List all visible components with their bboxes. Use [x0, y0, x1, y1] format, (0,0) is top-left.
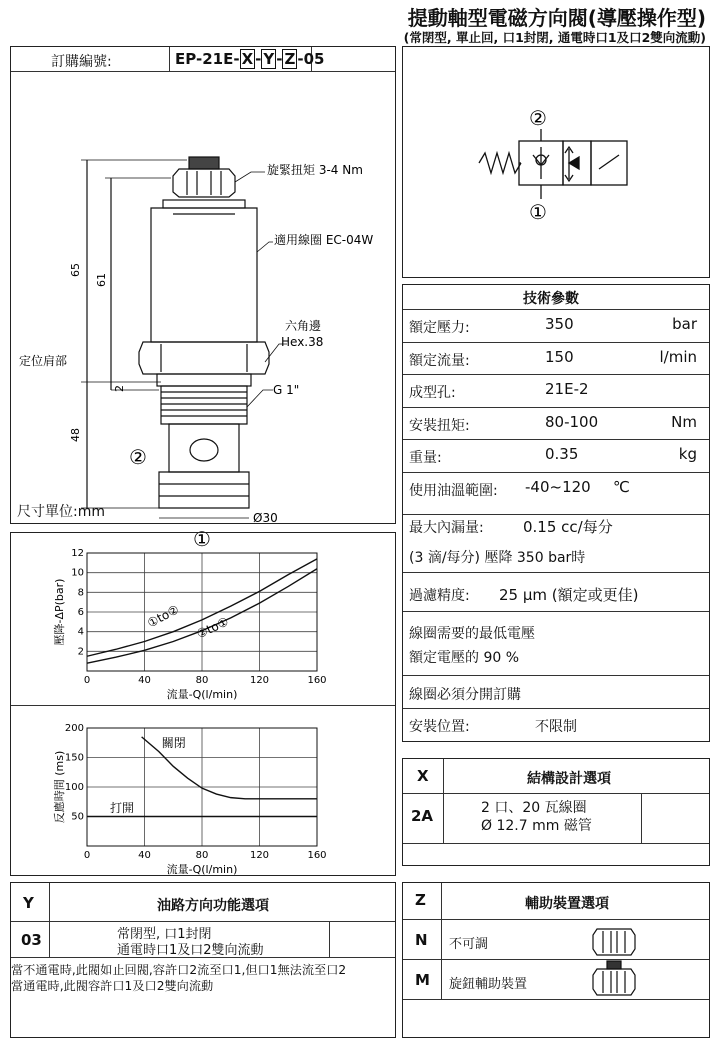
- y-header-code: Y: [23, 894, 34, 912]
- z-row-code-m: M: [415, 971, 430, 989]
- x-header-title: 結構設計選項: [527, 771, 611, 787]
- order-code-y: Y: [263, 50, 275, 68]
- dim-61: 61: [95, 273, 108, 287]
- series-label: 打開: [110, 800, 135, 815]
- unit-label: 尺寸單位:mm: [17, 504, 105, 520]
- hex-label-2: Hex.38: [281, 335, 324, 349]
- series-label: 關閉: [161, 735, 186, 750]
- coil-min-1: 線圈需要的最低電壓: [409, 626, 535, 642]
- y-tick-label: 200: [64, 723, 84, 734]
- z-row-label-m: 旋鈕輔助裝置: [449, 977, 528, 992]
- y-tick-label: 2: [77, 646, 84, 658]
- hydraulic-symbol-panel: [402, 46, 710, 278]
- order-code-z: Z: [284, 50, 296, 68]
- y-note-2: 當通電時,此閥容許口1及口2雙向流動: [11, 979, 214, 993]
- y-row-line1: 常閉型, 口1封閉: [117, 927, 212, 942]
- tech-row-label: 額定壓力:: [409, 320, 470, 336]
- leakage-label: 最大內漏量:: [409, 520, 484, 536]
- filter-label: 過濾精度:: [409, 588, 470, 604]
- dim-2: 2: [113, 385, 126, 392]
- tech-row-unit: Nm: [671, 412, 697, 431]
- x-tick-label: 0: [83, 850, 91, 861]
- tech-row-unit: ℃: [613, 477, 630, 496]
- symbol-port-1: ①: [529, 200, 547, 224]
- valve-symbol: [403, 47, 709, 277]
- port-2-label: ②: [129, 445, 147, 469]
- tech-row-value: 80-100: [545, 412, 599, 431]
- x-tick-label: 80: [195, 675, 209, 686]
- x-tick-label: 120: [249, 850, 270, 861]
- hex-label-1: 六角邊: [285, 319, 322, 333]
- x-axis-label: 流量-Q(l/min): [166, 863, 238, 876]
- coil-label: 適用線圈 EC-04W: [274, 233, 374, 247]
- order-code: EP-21E- X - Y - Z -05: [175, 50, 325, 68]
- y-tick-label: 12: [71, 548, 84, 559]
- tech-row-label: 成型孔:: [409, 385, 456, 401]
- mount-value: 不限制: [535, 719, 577, 735]
- page-subtitle: (常閉型, 單止回, 口1封閉, 通電時口1及口2雙向流動): [403, 30, 706, 45]
- x-tick-label: 160: [307, 850, 327, 861]
- y-row-code: 03: [21, 931, 42, 949]
- order-code-label: 訂購編號:: [51, 54, 112, 70]
- x-row-line2: Ø 12.7 mm 磁管: [481, 818, 592, 834]
- port-1-label: ①: [193, 527, 211, 551]
- tech-row-value: 350: [545, 315, 574, 333]
- y-tick-label: 4: [77, 626, 84, 638]
- tech-row-value: 21E-2: [545, 380, 589, 398]
- tech-params-panel: [402, 284, 710, 742]
- coil-order-note: 線圈必須分開訂購: [409, 687, 521, 703]
- z-row-label-n: 不可調: [449, 937, 489, 952]
- torque-label: 旋緊扭矩 3-4 Nm: [267, 163, 363, 177]
- leakage-value: 0.15 cc/每分: [523, 518, 613, 536]
- y-tick-label: 10: [71, 567, 84, 579]
- tech-row-label: 使用油溫範圍:: [409, 482, 498, 499]
- order-code-x: X: [241, 50, 254, 68]
- z-row-code-n: N: [415, 931, 428, 949]
- coil-min-2: 額定電壓的 90 %: [409, 650, 520, 666]
- z-option-table: [402, 882, 710, 1038]
- x-tick-label: 40: [138, 850, 151, 861]
- y-tick-label: 50: [71, 811, 84, 823]
- y-option-table: [10, 882, 396, 1038]
- cap-knob-icon: [591, 959, 637, 999]
- y-tick-label: 8: [77, 587, 84, 599]
- tech-row-value: -40~120: [525, 477, 591, 496]
- leakage-note: (3 滴/每分) 壓降 350 bar時: [409, 550, 586, 566]
- pressure-drop-chart: [11, 533, 395, 705]
- mount-label: 安裝位置:: [409, 719, 470, 735]
- tech-row-unit: l/min: [659, 347, 697, 366]
- dim-48: 48: [69, 428, 82, 442]
- x-header-code: X: [417, 767, 429, 785]
- z-header-code: Z: [415, 891, 426, 909]
- y-tick-label: 100: [64, 782, 84, 793]
- tech-row-label: 安裝扭矩:: [409, 417, 470, 434]
- drawing-panel: [10, 46, 396, 551]
- tech-row-unit: bar: [672, 315, 697, 333]
- x-tick-label: 40: [138, 675, 151, 686]
- x-row-line1: 2 口、20 瓦線圈: [481, 800, 587, 816]
- series-label: ①to②: [145, 602, 182, 631]
- cap-plain-icon: [591, 923, 637, 957]
- y-row-line2: 通電時口1及口2雙向流動: [117, 943, 264, 958]
- x-tick-label: 0: [83, 675, 91, 686]
- tech-row-value: 150: [545, 347, 574, 366]
- x-tick-label: 80: [195, 850, 209, 861]
- y-header-title: 油路方向功能選項: [157, 898, 269, 914]
- chart-panel: [10, 532, 396, 876]
- shoulder-label: 定位肩部: [19, 354, 68, 368]
- z-header-title: 輔助裝置選項: [525, 896, 609, 912]
- thread-label: G 1": [273, 383, 300, 397]
- y-note-1: 當不通電時,此閥如止回閥,容許口2流至口1,但口1無法流至口2: [11, 963, 347, 977]
- dim-65: 65: [69, 263, 82, 277]
- y-axis-label: 壓降-ΔP(bar): [53, 578, 66, 646]
- response-time-chart: [11, 706, 395, 876]
- tech-row-label: 重量:: [409, 450, 442, 466]
- tech-row-label: 額定流量:: [409, 352, 470, 369]
- y-tick-label: 150: [64, 752, 84, 764]
- tech-row-value: 0.35: [545, 445, 579, 463]
- y-tick-label: 6: [77, 607, 84, 618]
- x-tick-label: 160: [307, 675, 327, 686]
- dim-30: Ø30: [253, 511, 278, 525]
- symbol-port-2: ②: [529, 106, 547, 130]
- x-tick-label: 120: [249, 675, 270, 686]
- series-label: ②to①: [194, 614, 231, 642]
- tech-row-unit: kg: [678, 445, 697, 463]
- x-axis-label: 流量-Q(l/min): [166, 688, 238, 701]
- y-axis-label: 反應時間 (ms): [53, 750, 66, 824]
- tech-title: 技術參數: [523, 291, 579, 307]
- valve-dimension-drawing: [11, 72, 395, 551]
- page-title: 提動軸型電磁方向閥(導壓操作型): [407, 6, 706, 30]
- x-option-table: [402, 758, 710, 866]
- filter-value: 25 μm (額定或更佳): [499, 586, 639, 604]
- x-row-code: 2A: [411, 807, 434, 825]
